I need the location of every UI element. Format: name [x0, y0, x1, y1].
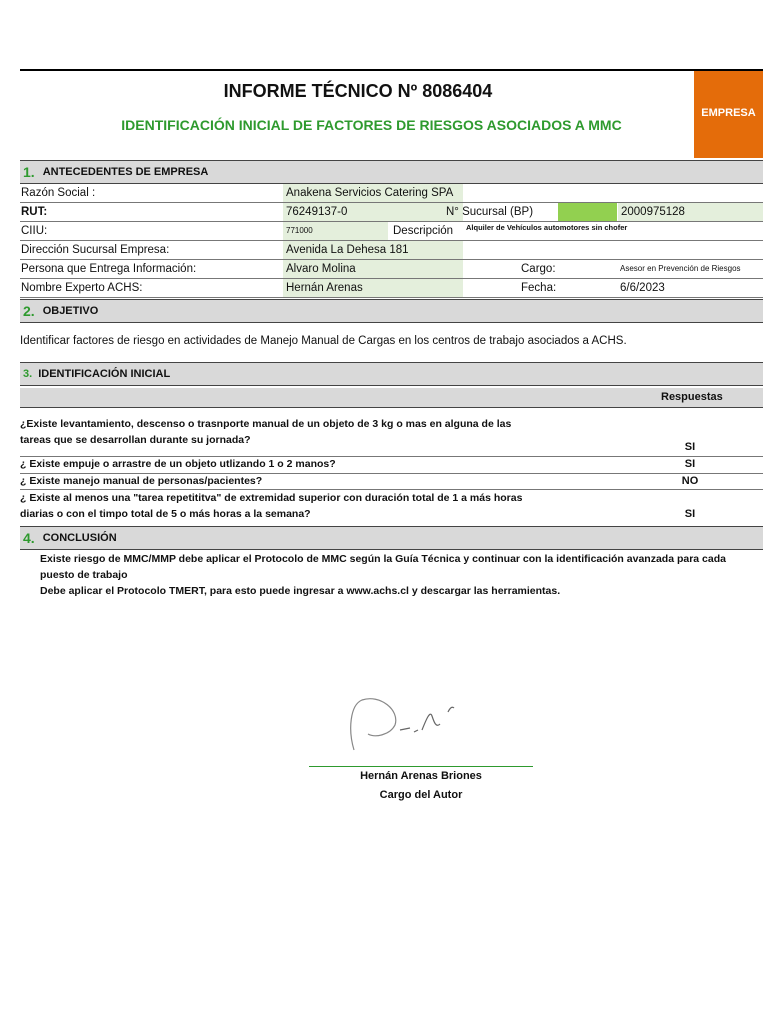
rut-label: RUT: — [21, 206, 48, 218]
razon-social-label: Razón Social : — [21, 187, 96, 199]
conclusion-line: Existe riesgo de MMC/MMP debe aplicar el Protocolo de MMC según la Guía Técnica y continuar con la identificación avanzada para cada — [40, 553, 726, 565]
ciiu-label: CIIU: — [21, 225, 48, 237]
answer-2: SI — [684, 458, 696, 470]
experto-value: Hernán Arenas — [283, 279, 463, 297]
section-title: ANTECEDENTES DE EMPRESA — [42, 166, 209, 178]
experto-label: Nombre Experto ACHS: — [21, 282, 143, 294]
row-experto — [20, 279, 763, 298]
sucursal-value: 2000975128 — [618, 203, 763, 221]
section-title: CONCLUSIÓN — [42, 532, 117, 544]
question-1 — [20, 416, 540, 448]
cargo-value: Asesor en Prevención de Riesgos — [620, 264, 741, 273]
answer-3: NO — [681, 475, 699, 487]
signature-line — [309, 766, 533, 767]
answer-1: SI — [684, 441, 696, 453]
conclusion-text — [40, 551, 755, 599]
conclusion-line: Debe aplicar el Protocolo TMERT, para esto puede ingresar a www.achs.cl y descargar las herramientas. — [40, 585, 561, 597]
report-header — [20, 69, 763, 158]
fecha-value: 6/6/2023 — [620, 282, 665, 294]
answers-header-row — [20, 388, 763, 408]
question-text: ¿ Existe empuje o arrastre de un objeto utlizando 1 o 2 manos? — [20, 458, 336, 470]
section-number: 3. — [23, 368, 33, 380]
signature-role: Cargo del Autor — [379, 789, 463, 801]
rut-value: 76249137-0 — [283, 203, 463, 221]
razon-social-value: Anakena Servicios Catering SPA — [283, 184, 463, 202]
section-title: OBJETIVO — [42, 305, 99, 317]
question-text: diarias o con el timpo total de 5 o más horas a la semana? — [20, 508, 311, 520]
fecha-label: Fecha: — [521, 282, 557, 294]
direccion-label: Dirección Sucursal Empresa: — [21, 244, 170, 256]
answers-header: Respuestas — [661, 391, 723, 403]
signature-drawing — [340, 690, 460, 760]
ciiu-value: 771000 — [283, 222, 388, 240]
question-text: ¿Existe levantamiento, descenso o trasnporte manual de un objeto de 3 kg o mas en alguna de las — [20, 418, 512, 430]
question-4 — [20, 490, 540, 522]
row-persona — [20, 260, 763, 279]
section-antecedentes-header — [20, 160, 763, 184]
question-3 — [20, 473, 540, 489]
report-subtitle: IDENTIFICACIÓN INICIAL DE FACTORES DE RIESGOS ASOCIADOS A MMC — [121, 117, 622, 133]
section-number: 4. — [23, 530, 35, 546]
row-direccion — [20, 241, 763, 260]
row-rut — [20, 203, 763, 222]
section-objetivo-header — [20, 299, 763, 323]
section-conclusion-header — [20, 526, 763, 550]
sucursal-label: N° Sucursal (BP) — [446, 206, 534, 218]
persona-value: Alvaro Molina — [283, 260, 463, 278]
direccion-value: Avenida La Dehesa 181 — [283, 241, 463, 259]
sucursal-green-cell — [558, 203, 617, 221]
report-title: INFORME TÉCNICO Nº 8086404 — [223, 81, 493, 101]
row-razon-social — [20, 184, 763, 203]
objective-text: Identificar factores de riesgo en actividades de Manejo Manual de Cargas en los centros de trabajo asociados a ACHS. — [20, 335, 627, 347]
empresa-badge: EMPRESA — [694, 71, 763, 158]
row-ciiu — [20, 222, 763, 241]
persona-label: Persona que Entrega Información: — [21, 263, 197, 275]
question-text: ¿ Existe al menos una "tarea repetititva" de extremidad superior con duración total de 1 a más horas — [20, 492, 523, 504]
question-text: ¿ Existe manejo manual de personas/pacientes? — [20, 475, 263, 487]
section-number: 1. — [23, 164, 35, 180]
question-2 — [20, 456, 540, 472]
section-number: 2. — [23, 303, 35, 319]
section-identificacion-header — [20, 362, 763, 386]
answer-4: SI — [684, 508, 696, 520]
descripcion-label: Descripción — [393, 225, 454, 237]
question-text: tareas que se desarrollan durante su jornada? — [20, 434, 251, 446]
conclusion-line: puesto de trabajo — [40, 569, 128, 581]
descripcion-value: Alquiler de Vehículos automotores sin chofer — [466, 223, 628, 232]
cargo-label: Cargo: — [521, 263, 556, 275]
signature-name: Hernán Arenas Briones — [360, 770, 482, 782]
section-title: IDENTIFICACIÓN INICIAL — [38, 368, 171, 380]
